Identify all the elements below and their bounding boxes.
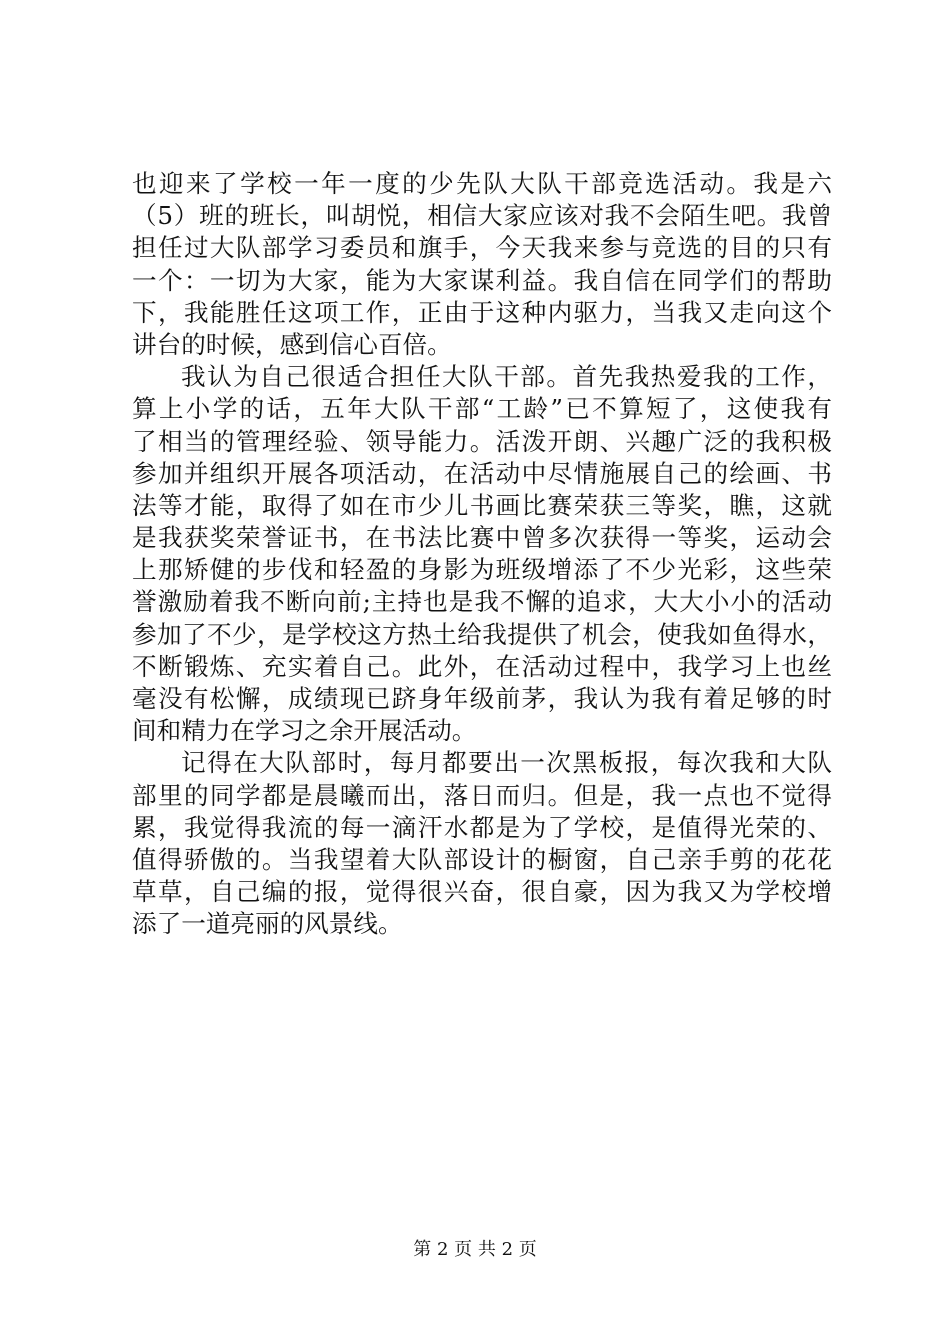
text-line: 誉激励着我不断向前;主持也是我不懈的追求，大大小小的活动 — [132, 587, 832, 617]
text-line: 一个：一切为大家，能为大家谋利益。我自信在同学们的帮助 — [132, 265, 832, 295]
body-text — [132, 168, 832, 941]
text-line: 草草，自己编的报，觉得很兴奋，很自豪，因为我又为学校增 — [132, 877, 832, 907]
paragraph-start-line: 记得在大队部时，每月都要出一次黑板报，每次我和大队 — [181, 748, 832, 778]
text-line: 累，我觉得我流的每一滴汗水都是为了学校，是值得光荣的、 — [132, 812, 832, 842]
text-line: 下，我能胜任这项工作，正由于这种内驱力，当我又走向这个 — [132, 297, 832, 327]
text-line: 法等才能，取得了如在市少儿书画比赛荣获三等奖，瞧，这就 — [132, 490, 832, 520]
text-line: 担任过大队部学习委员和旗手，今天我来参与竞选的目的只有 — [132, 233, 832, 263]
text-line: 也迎来了学校一年一度的少先队大队干部竞选活动。我是六 — [132, 169, 832, 198]
text-line: 不断锻炼、充实着自己。此外，在活动过程中，我学习上也丝 — [132, 651, 832, 681]
text-line: 参加并组织开展各项活动，在活动中尽情施展自己的绘画、书 — [132, 458, 832, 488]
text-line: 是我获奖荣誉证书，在书法比赛中曾多次获得一等奖，运动会 — [132, 523, 832, 553]
text-line: （5）班的班长，叫胡悦，相信大家应该对我不会陌生吧。我曾 — [132, 201, 832, 231]
text-line: 值得骄傲的。当我望着大队部设计的橱窗，自己亲手剪的花花 — [132, 844, 832, 874]
text-line: 算上小学的话，五年大队干部“工龄”已不算短了，这使我有 — [132, 394, 832, 424]
text-line: 上那矫健的步伐和轻盈的身影为班级增添了不少光彩，这些荣 — [132, 555, 832, 585]
paragraph-start-line: 我认为自己很适合担任大队干部。首先我热爱我的工作， — [181, 362, 832, 392]
text-line: 参加了不少，是学校这方热土给我提供了机会，使我如鱼得水， — [132, 619, 832, 649]
text-line: 毫没有松懈，成绩现已跻身年级前茅，我认为我有着足够的时 — [132, 684, 832, 713]
page-number-footer: 第 2 页 共 2 页 — [413, 1239, 537, 1260]
text-line: 间和精力在学习之余开展活动。 — [132, 716, 477, 746]
text-line: 讲台的时候，感到信心百倍。 — [132, 329, 452, 359]
text-line: 添了一道亮丽的风景线。 — [132, 909, 403, 939]
text-line: 部里的同学都是晨曦而出，落日而归。但是，我一点也不觉得 — [132, 780, 832, 810]
text-line: 了相当的管理经验、领导能力。活泼开朗、兴趣广泛的我积极 — [132, 426, 832, 456]
